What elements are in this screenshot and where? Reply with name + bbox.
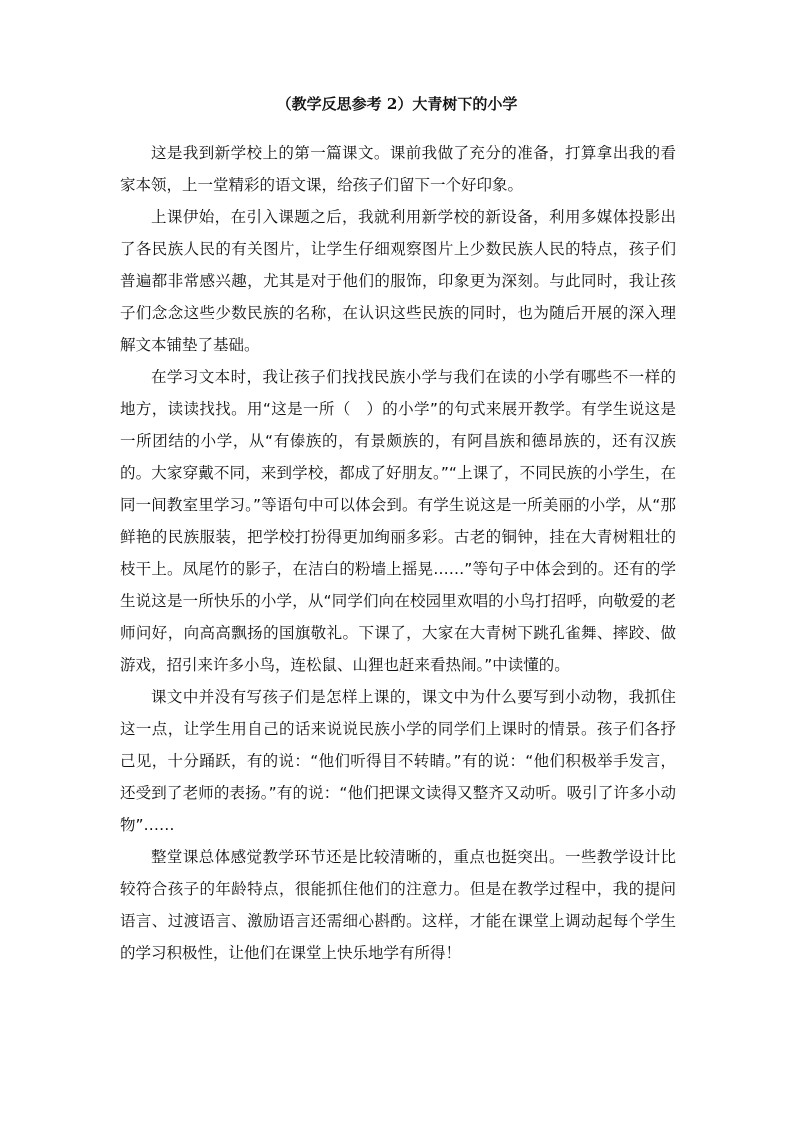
document-title: （教学反思参考 2）大青树下的小学: [276, 95, 518, 113]
paragraph-reflection: 整堂课总体感觉教学环节还是比较清晰的，重点也挺突出。一些教学设计比较符合孩子的年龄特点，很能抓住他们的注意力。但是在教学过程中，我的提问语言、过渡语言、激励语言还需细心斟酌。这样，才能在课堂上调动起每个学生的学习积极性，让他们在课堂上快乐地学有所得！: [120, 848, 676, 962]
paragraph-class-scene: 课文中并没有写孩子们是怎样上课的，课文中为什么要写到小动物，我抓住这一点，让学生用自己的话来说说民族小学的同学们上课时的情景。孩子们各抒己见，十分踊跃，有的说：“他们听得目不转睛。”有的说：“他们积极举手发言，还受到了老师的表扬。”有的说：“他们把课文读得又整齐又动听。吸引了许多小动物”……: [120, 688, 676, 834]
paragraph-intro: 这是我到新学校上的第一篇课文。课前我做了充分的准备，打算拿出我的看家本领，上一堂精彩的语文课，给孩子们留下一个好印象。: [120, 144, 676, 194]
paragraph-text-study: 在学习文本时，我让孩子们找找民族小学与我们在读的小学有哪些不一样的地方，读读找找。用“这是一所（ ）的小学”的句式来展开教学。有学生说这是一所团结的小学，从“有傣族的，有景颇族的，有阿昌族和德昂族的，还有汉族的。大家穿戴不同，来到学校，都成了好朋友。”“上课了，不同民族的小学生，在同一间教室里学习。”等语句中可以体会到。有学生说这是一所美丽的小学，从“那鲜艳的民族服装，把学校打扮得更加绚丽多彩。古老的铜钟，挂在大青树粗壮的枝干上。凤尾竹的影子，在洁白的粉墙上摇晃……”等句子中体会到的。还有的学生说这是一所快乐的小学，从“同学们向在校园里欢唱的小鸟打招呼，向敬爱的老师问好，向高高飘扬的国旗敬礼。下课了，大家在大青树下跳孔雀舞、摔跤、做游戏，招引来许多小鸟，连松鼠、山狸也赶来看热闹。”中读懂的。: [120, 368, 676, 674]
document-body: [120, 137, 676, 969]
paragraph-lesson-start: 上课伊始，在引入课题之后，我就利用新学校的新设备，利用多媒体投影出了各民族人民的有关图片，让学生仔细观察图片上少数民族人民的特点，孩子们普遍都非常感兴趣，尤其是对于他们的服饰，印象更为深刻。与此同时，我让孩子们念念这些少数民族的名称，在认识这些民族的同时，也为随后开展的深入理解文本铺垫了基础。: [120, 208, 676, 354]
